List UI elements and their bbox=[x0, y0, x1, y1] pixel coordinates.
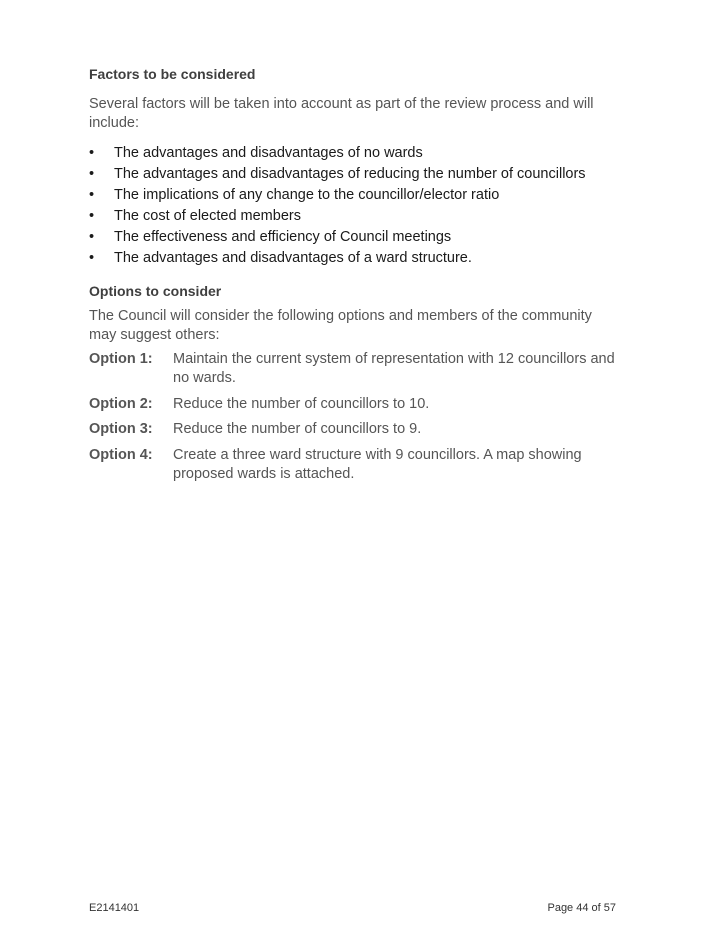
list-item-text: The advantages and disadvantages of a ward structure. bbox=[114, 250, 472, 266]
option-text: Create a three ward structure with 9 councillors. A map showing proposed wards is attached. bbox=[173, 447, 582, 482]
option-text: Reduce the number of councillors to 10. bbox=[173, 396, 430, 412]
option-label: Option 2: bbox=[89, 396, 153, 412]
option-text: Maintain the current system of representation with 12 councillors and no wards. bbox=[173, 351, 615, 386]
option-label: Option 3: bbox=[89, 421, 153, 437]
option-item bbox=[89, 395, 619, 420]
option-item bbox=[89, 350, 619, 395]
list-item bbox=[89, 228, 619, 249]
option-label: Option 4: bbox=[89, 447, 153, 463]
list-item bbox=[89, 186, 619, 207]
list-item-text: The advantages and disadvantages of no wards bbox=[114, 145, 423, 161]
list-item bbox=[89, 207, 619, 228]
list-item-text: The implications of any change to the councillor/elector ratio bbox=[114, 187, 500, 203]
bullet-icon: • bbox=[89, 187, 95, 203]
list-item bbox=[89, 165, 619, 186]
bullet-icon: • bbox=[89, 229, 95, 245]
factors-intro: Several factors will be taken into account as part of the review process and will include: bbox=[89, 96, 594, 131]
footer-page-number: Page 44 of 57 bbox=[547, 902, 616, 914]
options-intro: The Council will consider the following options and members of the community may suggest others: bbox=[89, 308, 592, 343]
bullet-icon: • bbox=[89, 145, 95, 161]
option-text: Reduce the number of councillors to 9. bbox=[173, 421, 422, 437]
list-item bbox=[89, 249, 619, 270]
option-item bbox=[89, 420, 619, 446]
bullet-icon: • bbox=[89, 250, 95, 266]
options-list bbox=[89, 350, 619, 486]
list-item-text: The advantages and disadvantages of reducing the number of councillors bbox=[114, 166, 586, 182]
options-heading: Options to consider bbox=[89, 283, 222, 299]
factors-list bbox=[89, 144, 619, 270]
option-label: Option 1: bbox=[89, 351, 153, 367]
bullet-icon: • bbox=[89, 166, 95, 182]
list-item-text: The effectiveness and efficiency of Council meetings bbox=[114, 229, 452, 245]
bullet-icon: • bbox=[89, 208, 95, 224]
option-item bbox=[89, 446, 619, 486]
list-item-text: The cost of elected members bbox=[114, 208, 301, 224]
list-item bbox=[89, 144, 619, 165]
footer-doc-id: E2141401 bbox=[89, 902, 140, 914]
factors-heading: Factors to be considered bbox=[89, 66, 256, 82]
